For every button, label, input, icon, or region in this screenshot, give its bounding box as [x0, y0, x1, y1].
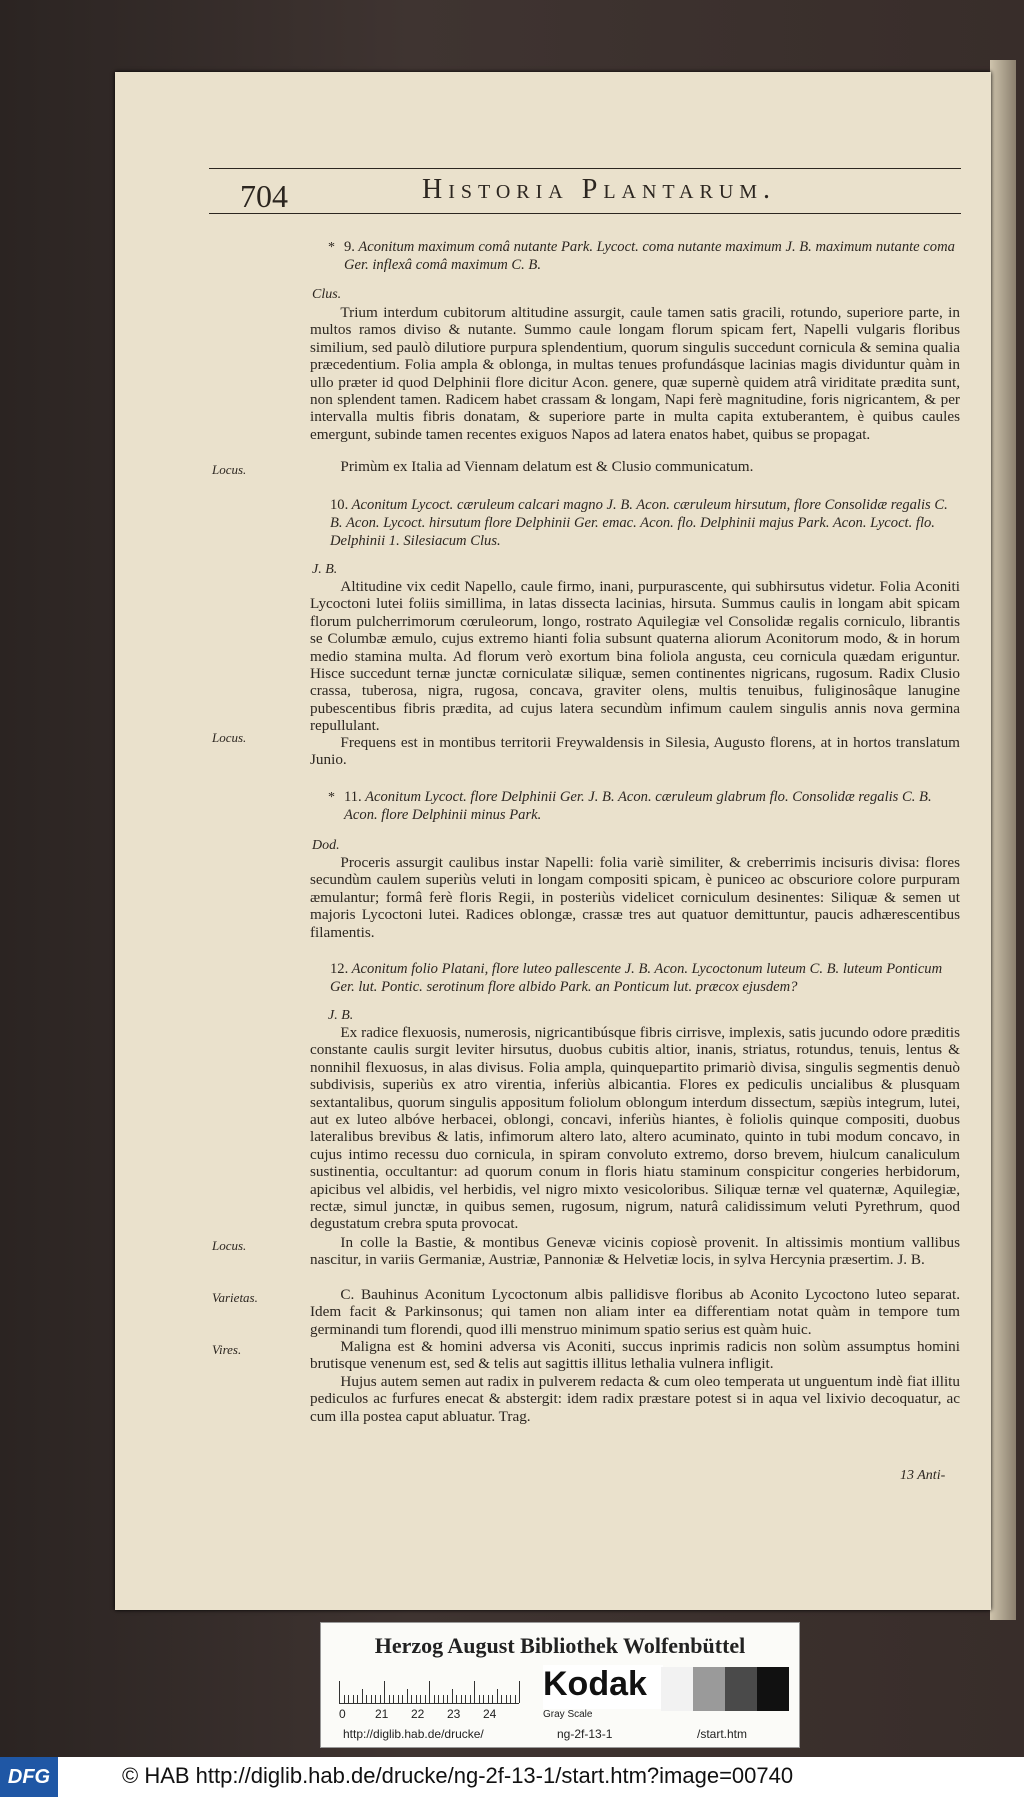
- ruler-tick: [389, 1695, 390, 1703]
- ruler-tick: [443, 1695, 444, 1703]
- ruler-tick: [344, 1695, 345, 1703]
- margin-vires-label: Vires.: [212, 1342, 242, 1357]
- ruler-tick: [375, 1695, 376, 1703]
- margin-locus-label: Locus.: [212, 462, 247, 477]
- entry-heading-text: Aconitum Lycoct. flore Delphinii Ger. J. B. Acon. cæruleum glabrum flo. Consolidæ regalis C. B. Acon. flore Delphinii minus Park.: [344, 789, 932, 823]
- entry-heading: [330, 960, 960, 996]
- kodak-logo: [543, 1665, 663, 1709]
- entry-heading-text: Aconitum Lycoct. cæruleum calcari magno J. B. Acon. cæruleum hirsutum, flore Consolidæ regalis C. B. Acon. Lycoct. hirsutum flore Delphinii Ger. emac. Acon. flo. Delphinii majus Park. Acon. Lycoct. flo. Delphinii 1. Silesiacum Clus.: [330, 497, 948, 549]
- entry-varietas-text: C. Bauhinus Aconitum Lycoctonum albis pallidisve floribus ab Aconito Lycoctono luteo separat. Idem facit & Parkinsonus; qui tamen non aliam inter ea differentiam notat quàm in tempore tum germinandi tum florendi, quod illi menstruo minimum spatio serius est quàm huic.: [310, 1286, 960, 1338]
- ruler-tick: [461, 1695, 462, 1703]
- gray-swatches: [661, 1667, 789, 1711]
- kodak-brand: Kodak: [543, 1665, 647, 1703]
- entry-vires: [310, 1338, 960, 1425]
- ruler-tick: [393, 1695, 394, 1703]
- gray-scale-label: Gray Scale: [543, 1709, 593, 1720]
- swatch: [661, 1667, 693, 1711]
- swatch: [725, 1667, 757, 1711]
- header-rule-bottom: [209, 213, 961, 214]
- ruler-tick: [380, 1695, 381, 1703]
- entry-text: Ex radice flexuosis, numerosis, nigricantibúsque fibris cirrisve, implexis, satis jucundo odore præditis constante caulis surgit leviter hirsutus, duobus cubitis altior, inanis, striatus, rotundus, tenuis, lentus & nonnihil flexuosus, in alas divisus. Folia ampla, quinquepartito primariò divisa, singulis segmentis denuò subdivisis, superiùs ex atro virentia, inferiùs albicantia. Flores ex pediculis uncialibus & plusquam sextantalibus, quorum singulis appositum foliolum oblongum interdum dissectum, sæpiùs integrum, lutei, aut ex luteo albóve herbacei, oblongi, concavi, inferiùs hiantes, è foliolis quinque compositi, duobus lateralibus brevibus & latis, infimorum altero lato, altero acuminato, quinto in tubi modum concavo, in cujus intimo recessu duo cornicula, in spiram convoluto extremo, dorso brevem, hiulcum canaliculum sustinentia, occultantur: ad quorum conum in floris hiatu staminum conspicitur congeries herbidorum, apicibus vel albidis, vel herbidis, vel nigro mixto vesicoloribus. Siliquæ ternæ vel quaternæ, Aquilegiæ, rectæ, simul junctæ, in quibus semen, rugosum, nigrum, naturâ calidissimum veluti Pyrethrum, quod degustatum crebra sputa provocat.: [310, 1024, 960, 1233]
- entry-authority: J. B.: [328, 1008, 354, 1023]
- entry-locus: [310, 1234, 960, 1269]
- entry-heading: [330, 496, 960, 550]
- ruler-tick: [515, 1695, 516, 1703]
- entry-authority: J. B.: [312, 562, 338, 577]
- card-url-id: ng-2f-13-1: [557, 1727, 613, 1741]
- dfg-logo: DFG: [0, 1757, 58, 1797]
- scale-label: 24: [483, 1707, 497, 1721]
- entry-text: Proceris assurgit caulibus instar Napelli: folia variè similiter, & creberrimis incisuris divisa: flores secundùm caulem superiùs veluti in longam compositi spicam, è puniceo ac obscuriore colore purpuram æmulantur; formâ ferè floris Regii, in posteriùs videlicet corniculum desinentes: Siliquæ & semen ut majoris Lycoctoni lutei. Radices oblongæ, crassæ tres aut quatuor demittuntur, paucis adhærescentibus filamentis.: [310, 854, 960, 941]
- ruler-tick: [488, 1695, 489, 1703]
- entry-star: *: [328, 790, 335, 805]
- entry-locus: [310, 734, 960, 769]
- ruler-tick: [339, 1681, 340, 1703]
- scale-label: 22: [411, 1707, 425, 1721]
- card-url-base: http://diglib.hab.de/drucke/: [343, 1727, 484, 1741]
- ruler-tick: [348, 1695, 349, 1703]
- entry-number: 9.: [344, 239, 355, 255]
- ruler-tick: [429, 1681, 430, 1703]
- entry-locus-text: Primùm ex Italia ad Viennam delatum est & Clusio communicatum.: [340, 458, 754, 475]
- entry-description: [310, 304, 960, 443]
- entry-heading: [344, 788, 960, 824]
- margin-locus-label: Locus.: [212, 1238, 247, 1253]
- header-rule-top: [209, 168, 961, 169]
- ruler-tick: [510, 1695, 511, 1703]
- entry-authority: Dod.: [312, 838, 340, 853]
- ruler-tick: [384, 1681, 385, 1703]
- ruler-tick: [416, 1695, 417, 1703]
- entry-text: Trium interdum cubitorum altitudine assurgit, caule tamen satis gracili, rotundo, superiore parte, in multos ramos diviso & nutante. Summo caule longam florum spicam fert, Napelli vulgaris floribus similium, sed paulò dilutiore purpura splendentium, quorum singulis succedunt cornicula & semina qualia præcedentium. Folia ampla & oblonga, in multas tenues profundásque lacinias magis dividuntur quàm in ullo præter id quod Delphinii flore dicitur Acon. genere, quæ supernè quidem atrâ viriditate prædita sunt, non splendent tamen. Radicem habet crassam & longam, Napi ferè magnitudine, foris nigricantem, & per intervalla multis fibris donatam, & superiore parte in multa capita extuberantem, è quibus caules emergunt, subinde tamen recentes exiguos Napos ad latera enatos habet, quibus se propagat.: [310, 304, 960, 443]
- page-number: 704: [240, 178, 288, 214]
- card-title: Herzog August Bibliothek Wolfenbüttel: [374, 1633, 746, 1658]
- ruler-tick: [506, 1695, 507, 1703]
- catchword: 13 Anti-: [900, 1468, 946, 1483]
- entry-number: 12.: [330, 961, 349, 977]
- ruler-tick: [353, 1695, 354, 1703]
- ruler-tick: [501, 1695, 502, 1703]
- margin-varietas-label: Varietas.: [212, 1290, 258, 1305]
- ruler-tick: [497, 1689, 498, 1703]
- ruler-tick: [452, 1689, 453, 1703]
- ruler-tick: [438, 1695, 439, 1703]
- scale-label: 0: [339, 1707, 346, 1721]
- ruler-tick: [366, 1695, 367, 1703]
- swatch: [693, 1667, 725, 1711]
- entry-description: [310, 578, 960, 735]
- ruler-tick: [407, 1689, 408, 1703]
- ruler-scale: [339, 1667, 519, 1704]
- entry-star: *: [328, 240, 335, 255]
- ruler-tick: [402, 1695, 403, 1703]
- swatch: [757, 1667, 789, 1711]
- copyright-link[interactable]: © HAB http://diglib.hab.de/drucke/ng-2f-13-1/start.htm?image=00740: [122, 1763, 794, 1788]
- entry-varietas: [310, 1286, 960, 1338]
- entry-vires-text: Maligna est & homini adversa vis Aconiti, succus inprimis radicis non solùm assumptus homini brutisque venenum est, sed & telis aut sagittis illitus lethalia vulnera infligit.: [310, 1338, 960, 1373]
- ruler-tick: [470, 1695, 471, 1703]
- ruler-tick: [492, 1695, 493, 1703]
- entry-text: Altitudine vix cedit Napello, caule firmo, inani, purpurascente, qui subhirsutus videtur. Folia Aconiti Lycoctoni lutei foliis simillima, in latas dissecta lacinias, hirsuta. Summus caulis in longam abit spicam florum pulcherrimorum cœruleorum, longo, rostrato Aquilegiæ vel Consolidæ regalis corniculo, librantis se Columbæ æmulo, cujus extremo hianti folia subsunt quaterna aliorum Aconitorum modo, & in horum medio stamina multa. Ad florum verò exortum bina foliola angusta, ceu cornicula quædam eriguntur. Hisce succedunt ternæ junctæ corniculatæ siliquæ, semen continentes nigricans, rugosum. Radix Clusio crassa, tuberosa, nigra, rugosa, concava, graviter olens, multis tenuibus, fuliginosâque lanugine pubescentibus fibris prædita, ad cujus latera secundùm infimum caulem singulis annis nova germina repullulant.: [310, 578, 960, 735]
- ruler-tick: [434, 1695, 435, 1703]
- entry-heading-text: Aconitum folio Platani, flore luteo pallescente J. B. Acon. Lycoctonum luteum C. B. luteum Ponticum Ger. lut. Pontic. serotinum flore albido Park. an Ponticum lut. præcox ejusdem?: [330, 961, 943, 995]
- ruler-tick: [411, 1695, 412, 1703]
- card-url-end: /start.htm: [697, 1727, 748, 1741]
- ruler-tick: [479, 1695, 480, 1703]
- color-reference-card: [320, 1622, 800, 1748]
- ruler-tick: [425, 1695, 426, 1703]
- entry-locus: [310, 458, 960, 475]
- ruler-tick: [398, 1695, 399, 1703]
- ruler-tick: [456, 1695, 457, 1703]
- entry-locus-text: Frequens est in montibus territorii Freywaldensis in Silesia, Augusto florens, at in hortos translatum Junio.: [310, 734, 960, 769]
- entry-number: 10.: [330, 497, 349, 513]
- page-edge: [990, 60, 1016, 1620]
- running-head: Historia Plantarum.: [422, 174, 777, 205]
- ruler-tick: [474, 1681, 475, 1703]
- entry-heading-text: Aconitum maximum comâ nutante Park. Lycoct. coma nutante maximum J. B. maximum nutante coma Ger. inflexâ comâ maximum C. B.: [344, 239, 955, 273]
- ruler-tick: [371, 1695, 372, 1703]
- entry-authority: Clus.: [312, 287, 342, 302]
- ruler-tick: [362, 1689, 363, 1703]
- entry-description: [310, 1024, 960, 1233]
- entry-heading: [344, 238, 960, 274]
- ruler-tick: [420, 1695, 421, 1703]
- scale-label: 21: [375, 1707, 389, 1721]
- entry-locus-text: In colle la Bastie, & montibus Genevæ vicinis copiosè provenit. In altissimis montium vallibus nascitur, in variis Germaniæ, Austriæ, Pannoniæ & Helvetiæ locis, in sylva Hercynia præsertim. J. B.: [310, 1234, 960, 1269]
- entry-description: [310, 854, 960, 941]
- ruler-tick: [447, 1695, 448, 1703]
- ruler-tick: [483, 1695, 484, 1703]
- entry-number: 11.: [344, 789, 362, 805]
- ruler-tick: [357, 1695, 358, 1703]
- entry-vires-text-2: Hujus autem semen aut radix in pulverem redacta & cum oleo temperata ut unguentum indè fiat illitu pediculos ac furfures enecat & abstergit: idem radix præstare potest si in aqua vel lixivio decoquatur, ac cum illa postea caput abluatur. Trag.: [310, 1372, 960, 1425]
- footer-bar: [0, 1757, 1024, 1797]
- ruler-tick: [465, 1695, 466, 1703]
- margin-locus-label: Locus.: [212, 730, 247, 745]
- scale-label: 23: [447, 1707, 461, 1721]
- ruler-tick: [519, 1681, 520, 1703]
